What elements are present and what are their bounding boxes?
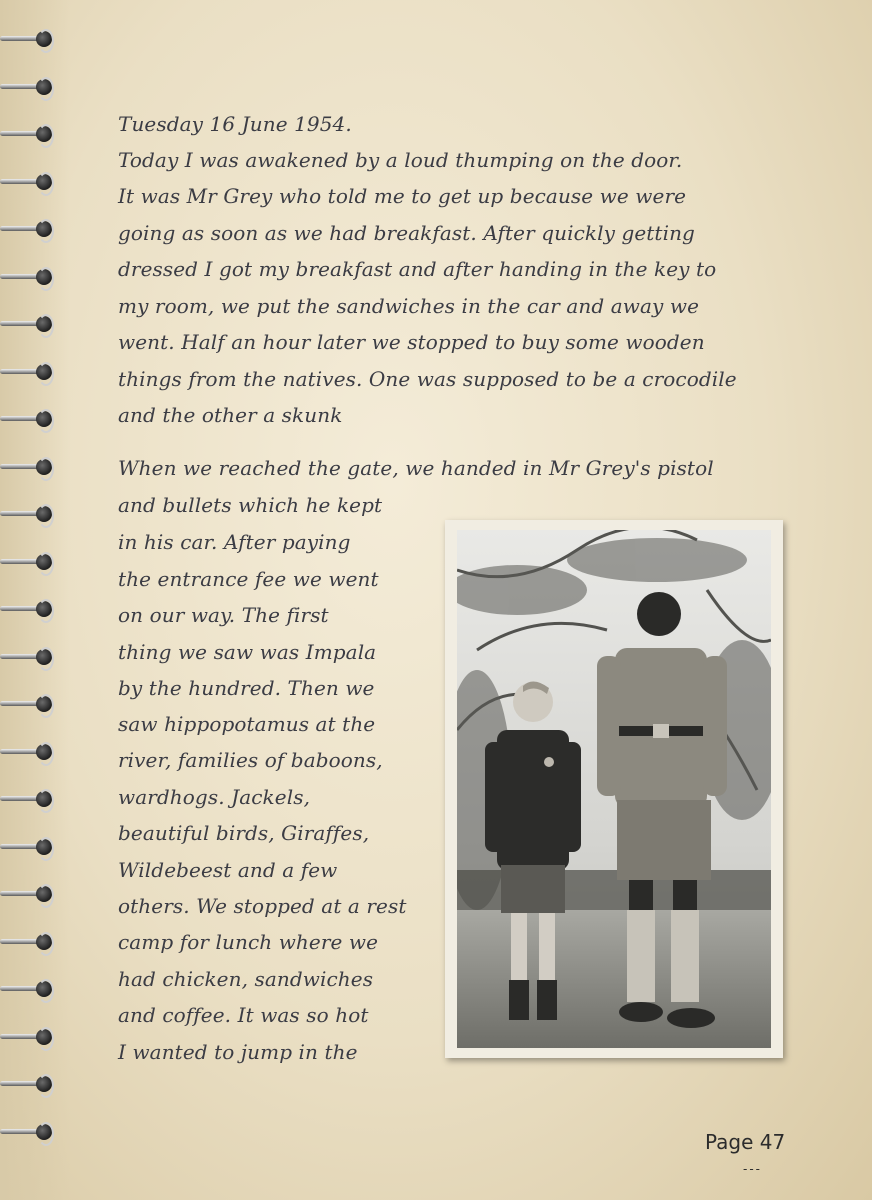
text-line: beautiful birds, Giraffes, [118, 821, 370, 845]
spiral-ring [0, 931, 58, 953]
text-line: dressed I got my breakfast and after handing in the key to [118, 257, 717, 281]
spiral-ring [0, 646, 58, 668]
text-line: It was Mr Grey who told me to get up because we were [118, 184, 687, 208]
spiral-ring [0, 1121, 58, 1143]
spiral-ring [0, 361, 58, 383]
text-line: going as soon as we had breakfast. After quickly getting [118, 221, 695, 245]
spiral-ring [0, 693, 58, 715]
spiral-ring [0, 1026, 58, 1048]
text-line: river, families of baboons, [118, 748, 383, 772]
spiral-ring [0, 28, 58, 50]
text-line: went. Half an hour later we stopped to buy some wooden [118, 330, 705, 354]
text-line: thing we saw was Impala [118, 640, 377, 664]
spiral-ring [0, 741, 58, 763]
text-line: on our way. The first [118, 603, 329, 627]
photo-image [457, 530, 771, 1048]
spiral-ring [0, 788, 58, 810]
spiral-ring [0, 883, 58, 905]
spiral-ring [0, 76, 58, 98]
text-line: Today I was awakened by a loud thumping on the door. [118, 148, 683, 172]
text-line: saw hippopotamus at the [118, 712, 376, 736]
spiral-ring [0, 1073, 58, 1095]
text-line: and the other a skunk [118, 403, 343, 427]
text-line: things from the natives. One was supposed to be a crocodile [118, 367, 737, 391]
spiral-ring [0, 266, 58, 288]
text-line: camp for lunch where we [118, 930, 379, 954]
spiral-ring [0, 218, 58, 240]
spiral-ring [0, 551, 58, 573]
text-line: by the hundred. Then we [118, 676, 375, 700]
page-number: Page 47 [705, 1130, 786, 1154]
spiral-ring [0, 456, 58, 478]
spiral-ring [0, 836, 58, 858]
entry-date: Tuesday 16 June 1954. [118, 112, 352, 136]
text-line: others. We stopped at a rest [118, 894, 407, 918]
spiral-ring [0, 978, 58, 1000]
text-line: I wanted to jump in the [118, 1040, 358, 1064]
text-line: my room, we put the sandwiches in the car and away we [118, 294, 700, 318]
vintage-photo [445, 520, 783, 1058]
spiral-ring [0, 171, 58, 193]
text-line: in his car. After paying [118, 530, 351, 554]
spiral-ring [0, 503, 58, 525]
text-line: When we reached the gate, we handed in Mr Grey's pistol [118, 456, 714, 480]
spiral-ring [0, 598, 58, 620]
text-line: and coffee. It was so hot [118, 1003, 369, 1027]
text-line: Wildebeest and a few [118, 858, 338, 882]
spiral-ring [0, 313, 58, 335]
text-line: wardhogs. Jackels, [118, 785, 311, 809]
page-number-dash: --- [743, 1162, 762, 1176]
text-line: had chicken, sandwiches [118, 967, 374, 991]
text-line: the entrance fee we went [118, 567, 379, 591]
spiral-ring [0, 408, 58, 430]
spiral-ring [0, 123, 58, 145]
text-line: and bullets which he kept [118, 493, 383, 517]
